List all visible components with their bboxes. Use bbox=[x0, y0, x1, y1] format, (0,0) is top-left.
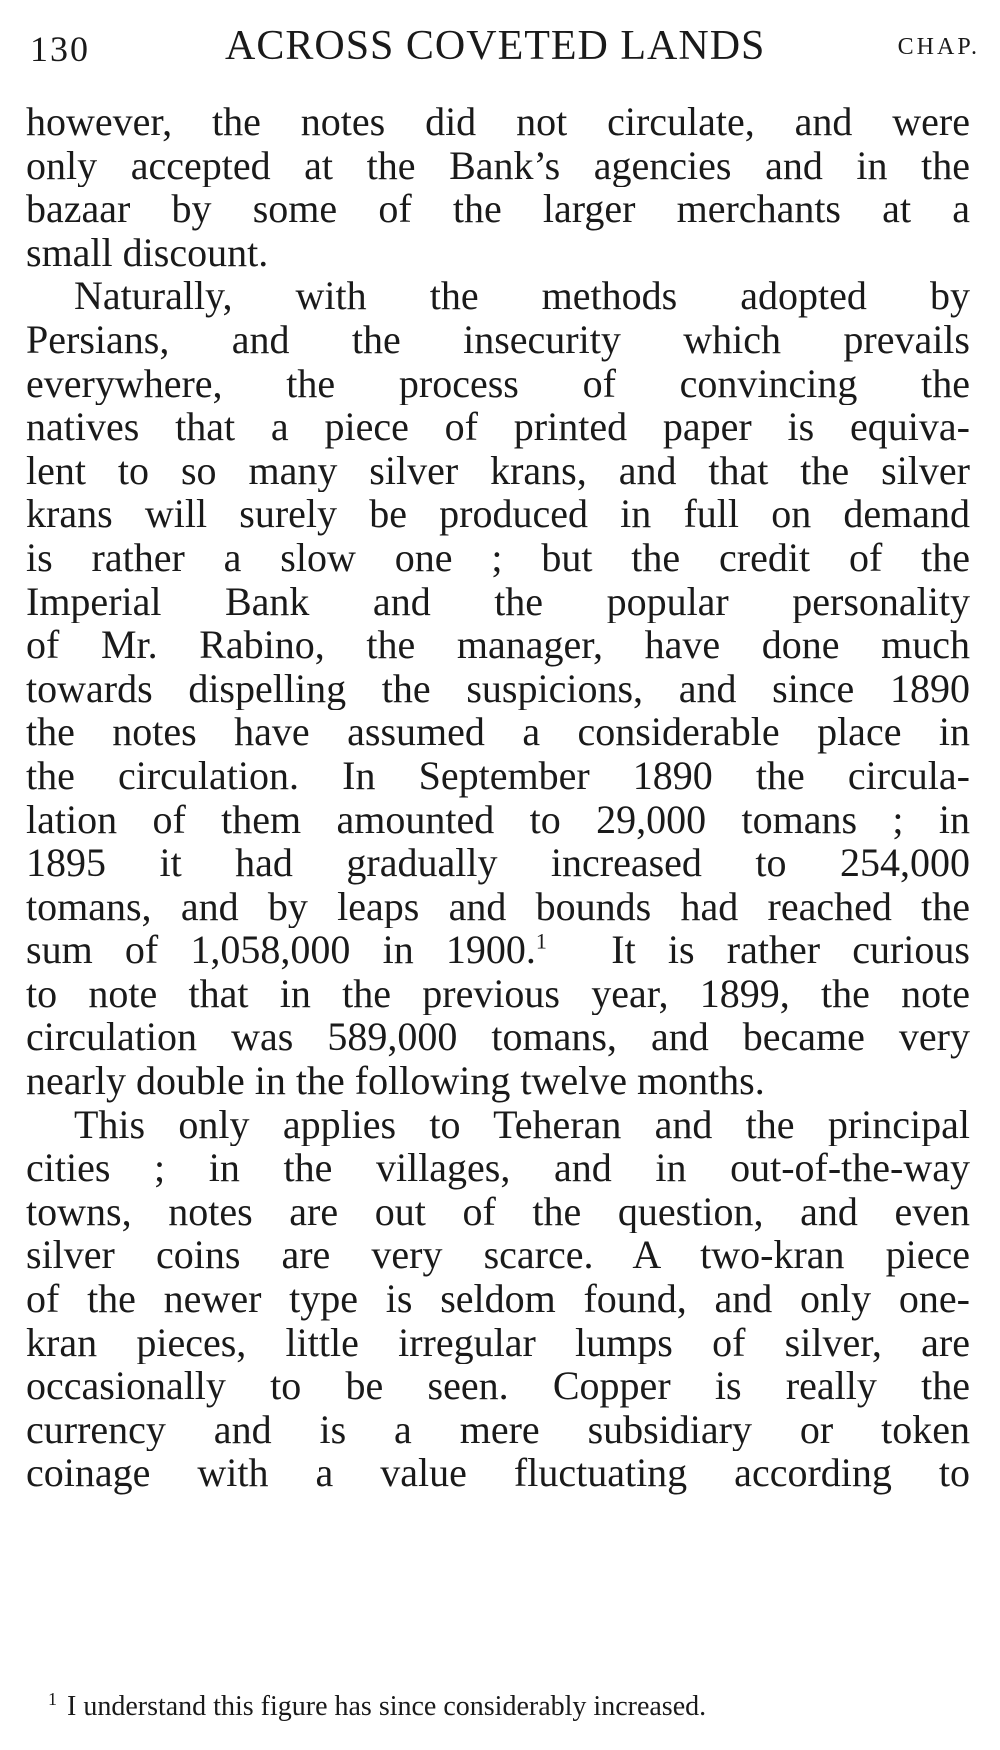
text-line: nearly double in the following twelve months. bbox=[26, 1059, 765, 1103]
text-line: only accepted at the Bank’s agencies and in the bbox=[26, 143, 970, 188]
text-line: of the newer type is seldom found, and only one- bbox=[26, 1277, 970, 1321]
page-number: 130 bbox=[30, 29, 90, 69]
paragraph-3 bbox=[26, 1103, 970, 1495]
text-line: however, the notes did not circulate, and were bbox=[26, 100, 970, 144]
text-line: coinage with a value fluctuating according to bbox=[26, 1451, 970, 1495]
footnote-reference: 1 bbox=[535, 928, 547, 954]
text-line: circulation was 589,000 tomans, and became very bbox=[26, 1015, 970, 1060]
text-line: towns, notes are out of the question, and even bbox=[26, 1189, 970, 1234]
running-header bbox=[30, 22, 980, 72]
text-line: occasionally to be seen. Copper is really the bbox=[26, 1364, 970, 1408]
text-line: towards dispelling the suspicions, and since 1890 bbox=[26, 666, 970, 711]
paragraph-1 bbox=[26, 100, 970, 274]
text-line: the circulation. In September 1890 the circula- bbox=[26, 753, 970, 798]
text-line: of Mr. Rabino, the manager, have done much bbox=[26, 623, 970, 667]
text-line: This only applies to Teheran and the principal bbox=[74, 1102, 970, 1147]
text-line: to note that in the previous year, 1899, the note bbox=[26, 971, 970, 1016]
text-segment: It is rather curious bbox=[611, 928, 970, 972]
text-line: the notes have assumed a considerable place in bbox=[26, 710, 970, 754]
text-line: is rather a slow one ; but the credit of the bbox=[26, 535, 970, 580]
text-line: lation of them amounted to 29,000 tomans ; in bbox=[26, 797, 970, 842]
text-segment: sum of 1,058,000 in 1900. bbox=[26, 928, 536, 972]
text-line: natives that a piece of printed paper is equiva- bbox=[26, 405, 970, 449]
text-line: lent to so many silver krans, and that the silver bbox=[26, 448, 970, 493]
text-line: 1895 it had gradually increased to 254,000 bbox=[26, 841, 970, 885]
text-line: cities ; in the villages, and in out-of-the-way bbox=[26, 1146, 970, 1190]
text-line: kran pieces, little irregular lumps of silver, are bbox=[26, 1320, 970, 1365]
chapter-label: CHAP. bbox=[897, 34, 980, 60]
paragraph-2 bbox=[26, 274, 970, 1102]
text-line: Imperial Bank and the popular personality bbox=[26, 579, 970, 624]
text-line: krans will surely be produced in full on demand bbox=[26, 492, 970, 536]
footnote-text: I understand this figure has since considerably increased. bbox=[67, 1691, 707, 1722]
running-title: ACROSS COVETED LANDS bbox=[225, 23, 766, 69]
footnote bbox=[48, 1690, 978, 1724]
text-line: bazaar by some of the larger merchants at a bbox=[26, 187, 970, 231]
text-line: tomans, and by leaps and bounds had reached the bbox=[26, 884, 970, 929]
text-line: Persians, and the insecurity which prevails bbox=[26, 317, 970, 362]
text-line: silver coins are very scarce. A two-kran piece bbox=[26, 1233, 970, 1278]
footnote-marker: 1 bbox=[48, 1688, 57, 1709]
text-line: everywhere, the process of convincing the bbox=[26, 361, 970, 406]
body-text bbox=[26, 100, 970, 1495]
text-line: Naturally, with the methods adopted by bbox=[74, 274, 970, 318]
text-line-with-footnote-ref bbox=[26, 928, 970, 972]
text-line: currency and is a mere subsidiary or token bbox=[26, 1407, 970, 1452]
text-line: small discount. bbox=[26, 230, 269, 275]
